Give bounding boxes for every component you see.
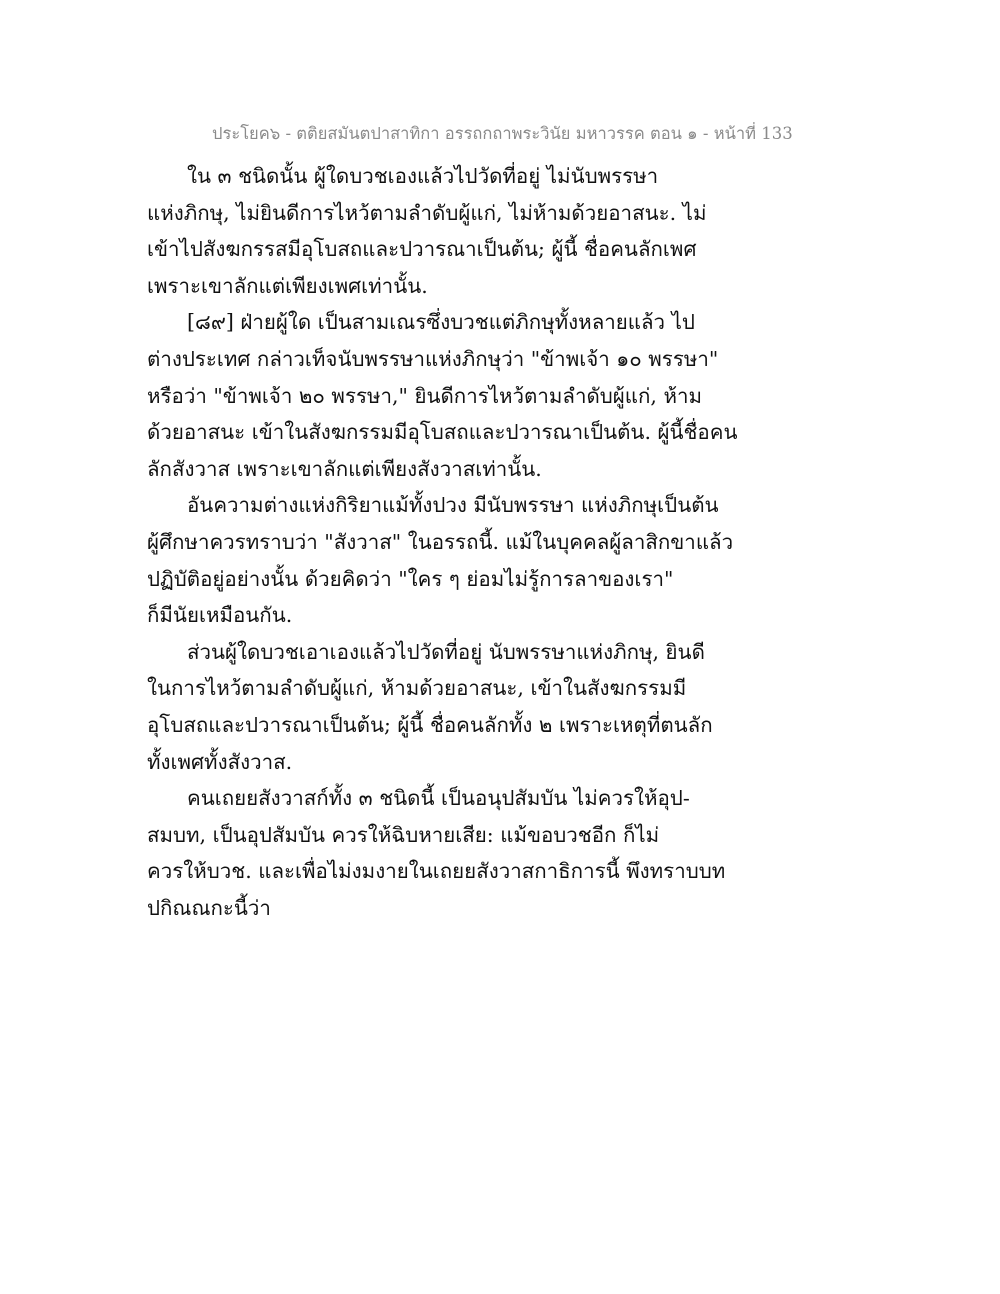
text-line: ปฏิบัติอยู่อย่างนั้น ด้วยคิดว่า "ใคร ๆ ย่อมไม่รู้การลาของเรา"	[147, 566, 674, 591]
paragraph-3	[147, 487, 734, 633]
text-line: เข้าไปสังฆกรรสมีอุโบสถและปวารณาเป็นต้น; ผู้นี้ ชื่อคนลักเพศ	[147, 237, 697, 262]
text-line: ในการไหว้ตามลำดับผู้แก่, ห้ามด้วยอาสนะ, เข้าในสังฆกรรมมี	[147, 676, 687, 701]
paragraph-5	[147, 780, 726, 926]
text-line: [๘๙] ฝ่ายผู้ใด เป็นสามเณรซึ่งบวชแต่ภิกษุทั้งหลายแล้ว ไป	[187, 310, 695, 335]
text-line: ใน ๓ ชนิดนั้น ผู้ใดบวชเองแล้วไปวัดที่อยู่ ไม่นับพรรษา	[187, 164, 659, 188]
text-line: สมบท, เป็นอุปสัมบัน ควรให้ฉิบหายเสีย: แม้ขอบวชอีก ก็ไม่	[147, 822, 660, 847]
running-header: ประโยค๖ - ตติยสมันตปาสาทิกา อรรถกถาพระวินัย มหาวรรค ตอน ๑ - หน้าที่ 133	[212, 124, 793, 143]
text-line: ด้วยอาสนะ เข้าในสังฆกรรมมีอุโบสถและปวารณาเป็นต้น. ผู้นี้ชื่อคน	[147, 420, 738, 445]
text-line: คนเถยยสังวาสก์ทั้ง ๓ ชนิดนี้ เป็นอนุปสัมบัน ไม่ควรให้อุป-	[187, 786, 690, 811]
text-line: ควรให้บวช. และเพื่อไม่งมงายในเถยยสังวาสกาธิการนี้ พึงทราบบท	[147, 859, 726, 884]
text-line: อันความต่างแห่งกิริยาแม้ทั้งปวง มีนับพรรษา แห่งภิกษุเป็นต้น	[187, 493, 719, 518]
paragraph-1	[147, 158, 707, 304]
paragraph-4	[147, 634, 713, 780]
text-line: ผู้ศึกษาควรทราบว่า "สังวาส" ในอรรถนี้. แม้ในบุคคลผู้ลาสิกขาแล้ว	[147, 529, 734, 554]
text-line: หรือว่า "ข้าพเจ้า ๒๐ พรรษา," ยินดีการไหว้ตามลำดับผู้แก่, ห้าม	[147, 383, 703, 408]
text-line: ต่างประเทศ กล่าวเท็จนับพรรษาแห่งภิกษุว่า "ข้าพเจ้า ๑๐ พรรษา"	[147, 346, 719, 371]
text-line: ส่วนผู้ใดบวชเอาเองแล้วไปวัดที่อยู่ นับพรรษาแห่งภิกษุ, ยินดี	[187, 639, 705, 664]
paragraph-2	[147, 304, 738, 487]
text-line: อุโบสถและปวารณาเป็นต้น; ผู้นี้ ชื่อคนลักทั้ง ๒ เพราะเหตุที่ตนลัก	[147, 712, 713, 737]
text-line: ทั้งเพศทั้งสังวาส.	[147, 749, 293, 774]
text-line: ลักสังวาส เพราะเขาลักแต่เพียงสังวาสเท่านั้น.	[147, 456, 542, 481]
text-line: แห่งภิกษุ, ไม่ยินดีการไหว้ตามลำดับผู้แก่, ไม่ห้ามด้วยอาสนะ. ไม่	[147, 200, 707, 225]
text-line: ปกิณณกะนี้ว่า	[147, 895, 271, 920]
body-text	[147, 158, 738, 926]
text-line: ก็มีนัยเหมือนกัน.	[147, 603, 293, 628]
text-line: เพราะเขาลักแต่เพียงเพศเท่านั้น.	[147, 273, 428, 298]
